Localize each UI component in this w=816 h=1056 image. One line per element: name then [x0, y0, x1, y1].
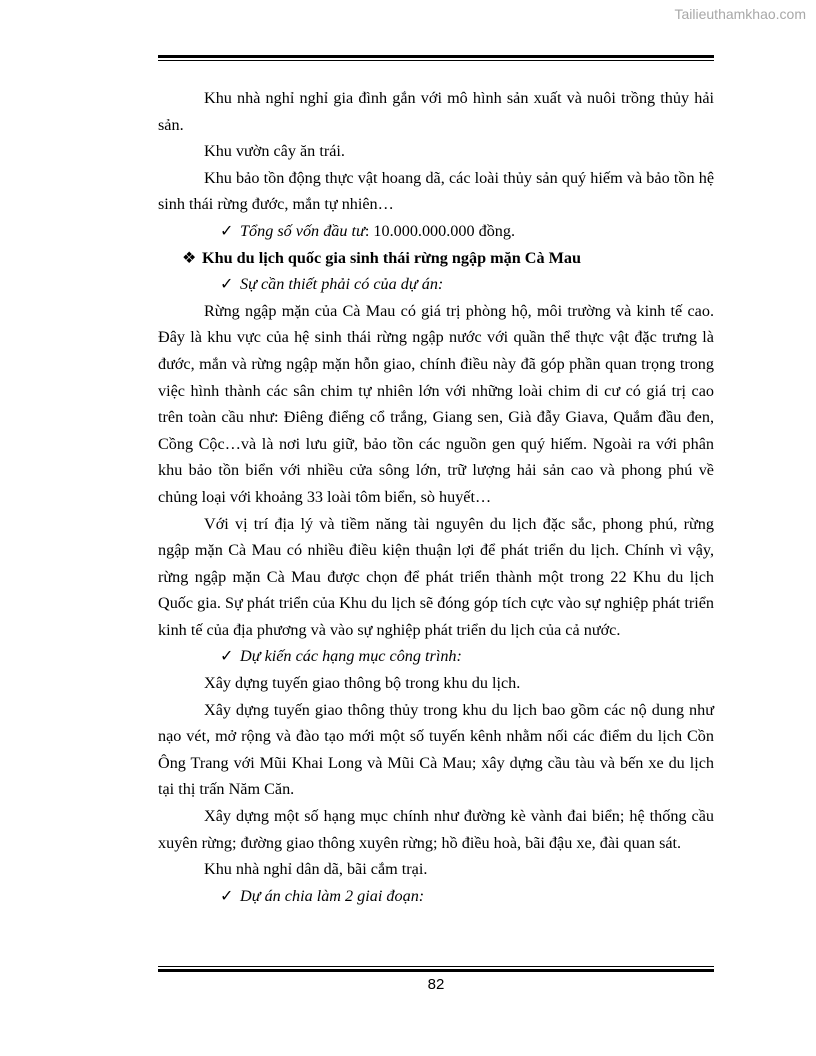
watermark: Tailieuthamkhao.com: [674, 6, 806, 22]
checkmark-icon: ✓: [220, 647, 234, 666]
page-body: [158, 85, 714, 909]
checkmark-icon: ✓: [220, 886, 234, 905]
footer-rule-thick: [158, 969, 714, 972]
checklist-item-works: [158, 643, 714, 670]
paragraph: Xây dựng tuyến giao thông thủy trong khu du lịch bao gồm các nộ dung như nạo vét, mở rộng và đào tạo mới một số tuyến kênh nhằm nối các điểm du lịch Cồn Ông Trang với Mũi Khai Long và Mũi Cà Mau; xây dựng cầu tàu và bến xe du lịch tại thị trấn Năm Căn.: [158, 700, 714, 799]
section-heading: [158, 245, 714, 272]
checklist-item-necessity: [158, 271, 714, 298]
investment-value: : 10.000.000.000 đồng.: [364, 221, 516, 240]
page-number: 82: [427, 976, 445, 993]
paragraph: Xây dựng tuyến giao thông bộ trong khu du lịch.: [204, 674, 521, 693]
paragraph: Khu bảo tồn động thực vật hoang dã, các loài thủy sản quý hiếm và bảo tồn hệ sinh thái rừng đước, mắn tự nhiên…: [158, 168, 714, 214]
header-rule-thin: [158, 60, 714, 61]
paragraph: Xây dựng một số hạng mục chính như đường kè vành đai biển; hệ thống cầu xuyên rừng; đường giao thông xuyên rừng; hồ điều hoà, bãi đậu xe, đài quan sát.: [158, 807, 714, 852]
paragraph: Với vị trí địa lý và tiềm năng tài nguyên du lịch đặc sắc, phong phú, rừng ngập mặn Cà Mau có nhiều điều kiện thuận lợi để phát triển du lịch. Chính vì vậy, rừng ngập mặn Cà Mau được chọn để phát triển thành một trong 22 Khu du lịch Quốc gia. Sự phát triển của Khu du lịch sẽ đóng góp tích cực vào sự nghiệp phát triển kinh tế của địa phương và vào sự nghiệp phát triển du lịch của cả nước.: [158, 514, 714, 639]
checklist-item-text: Dự kiến các hạng mục công trình:: [240, 647, 462, 666]
section-heading-text: Khu du lịch quốc gia sinh thái rừng ngập mặn Cà Mau: [202, 248, 581, 267]
paragraph: Khu nhà nghỉ nghỉ gia đình gắn với mô hình sản xuất và nuôi trồng thủy hải sản.: [158, 89, 714, 134]
checkmark-icon: ✓: [220, 275, 234, 294]
checklist-item-phases: [158, 883, 714, 910]
checklist-item-text: Dự án chia làm 2 giai đoạn:: [240, 886, 425, 905]
diamond-bullet-icon: ❖: [182, 248, 197, 267]
paragraph: Khu nhà nghỉ dân dã, bãi cắm trại.: [204, 860, 428, 879]
checklist-item-investment: [158, 218, 714, 245]
paragraph: Rừng ngập mặn của Cà Mau có giá trị phòng hộ, môi trường và kinh tế cao. Đây là khu vực của hệ sinh thái rừng ngập nước với quần thể thực vật đặc trưng là đước, mắn và rừng ngập mặn hỗn giao, chính điều này đã góp phần quan trọng trong việc hình thành các sân chim tự nhiên lớn với những loài chim di cư có giá trị cao trên toàn cầu như: Điêng điểng cổ trắng, Giang sen, Già đẫy Giava, Quắm đầu đen, Cồng Cộc…và là nơi lưu giữ, bảo tồn các nguồn gen quý hiếm. Ngoài ra với phân khu bảo tồn biển với nhiều cửa sông lớn, trữ lượng hải sản cao và phong phú về chủng loại với khoảng 33 loài tôm biển, sò huyết…: [158, 301, 714, 506]
header-rule-thick: [158, 55, 714, 58]
investment-label: Tổng số vốn đầu tư: [240, 221, 365, 240]
checklist-item-text: Sự cần thiết phải có của dự án:: [240, 275, 444, 294]
checkmark-icon: ✓: [220, 221, 234, 240]
footer-rule-thin: [158, 966, 714, 967]
paragraph: Khu vườn cây ăn trái.: [204, 142, 345, 161]
